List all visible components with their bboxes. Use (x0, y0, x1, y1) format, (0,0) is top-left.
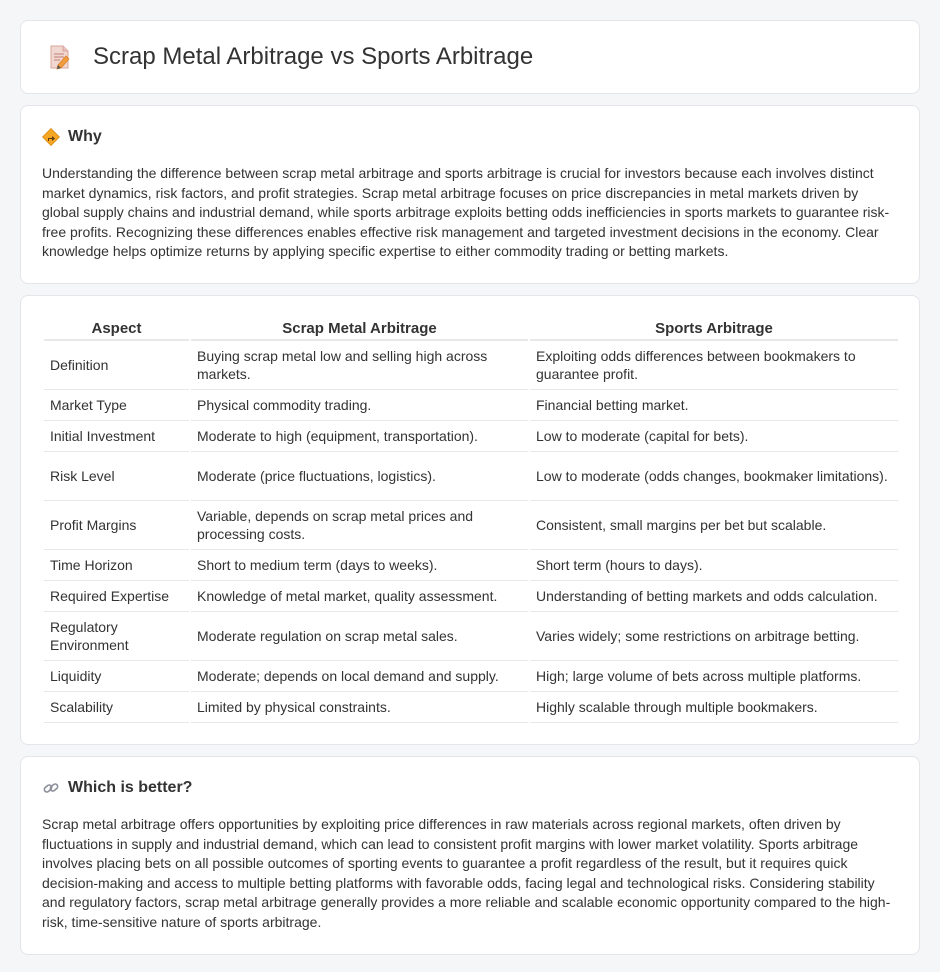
why-section (20, 105, 920, 284)
which-better-paragraph: Scrap metal arbitrage offers opportunities by exploiting price differences in raw materials across regional markets, often driven by fluctuations in supply and industrial demand, which can lead to consistent profit margins with lower market volatility. Sports arbitrage involves placing bets on all possible outcomes of sporting events to guarantee a profit regardless of the result, but it requires quick decision-making and access to multiple betting platforms with favorable odds, facing legal and technological risks. Considering stability and regulatory factors, scrap metal arbitrage generally provides a more reliable and scalable economic opportunity compared to the high-risk, time-sensitive nature of sports arbitrage. (42, 816, 891, 930)
row-sports-value: Low to moderate (capital for bets). (530, 421, 898, 452)
row-sports-value: Financial betting market. (530, 390, 898, 421)
row-scrap-value: Buying scrap metal low and selling high across markets. (191, 341, 528, 390)
table-row (44, 612, 898, 661)
row-sports-value: High; large volume of bets across multiple platforms. (530, 661, 898, 692)
row-scrap-value: Moderate; depends on local demand and supply. (191, 661, 528, 692)
page-title: Scrap Metal Arbitrage vs Sports Arbitrage (93, 43, 534, 70)
row-sports-value: Short term (hours to days). (530, 550, 898, 581)
row-aspect: Risk Level (44, 452, 189, 501)
table-row (44, 661, 898, 692)
table-row (44, 421, 898, 452)
table-row (44, 452, 898, 501)
header-sports: Sports Arbitrage (530, 316, 898, 341)
table-row (44, 341, 898, 390)
comparison-table (42, 316, 900, 723)
table-row (44, 390, 898, 421)
row-scrap-value: Physical commodity trading. (191, 390, 528, 421)
row-scrap-value: Moderate to high (equipment, transportation). (191, 421, 528, 452)
row-sports-value: Low to moderate (odds changes, bookmaker limitations). (530, 452, 898, 501)
row-sports-value: Understanding of betting markets and odds calculation. (530, 581, 898, 612)
which-better-header (42, 779, 898, 797)
row-scrap-value: Moderate (price fluctuations, logistics). (191, 452, 528, 501)
link-icon (42, 779, 60, 797)
row-aspect: Required Expertise (44, 581, 189, 612)
row-aspect: Definition (44, 341, 189, 390)
table-header-row (44, 316, 898, 341)
which-better-section (20, 756, 920, 955)
why-header (42, 128, 898, 146)
table-row (44, 692, 898, 723)
row-sports-value: Consistent, small margins per bet but scalable. (530, 501, 898, 550)
row-scrap-value: Knowledge of metal market, quality assessment. (191, 581, 528, 612)
why-paragraph: Understanding the difference between scrap metal arbitrage and sports arbitrage is crucial for investors because each involves distinct market dynamics, risk factors, and profit strategies. Scrap metal arbitrage focuses on price discrepancies in metal markets driven by global supply chains and industrial demand, while sports arbitrage exploits betting odds inefficiencies in sports markets to guarantee risk-free profits. Recognizing these differences enables effective risk management and targeted investment decisions in the economy. Clear knowledge helps optimize returns by applying specific expertise to either commodity trading or betting markets. (42, 165, 890, 259)
row-aspect: Scalability (44, 692, 189, 723)
which-better-title: Which is better? (68, 779, 193, 796)
row-aspect: Initial Investment (44, 421, 189, 452)
row-scrap-value: Variable, depends on scrap metal prices and processing costs. (191, 501, 528, 550)
row-aspect: Profit Margins (44, 501, 189, 550)
row-aspect: Regulatory Environment (44, 612, 189, 661)
row-scrap-value: Short to medium term (days to weeks). (191, 550, 528, 581)
row-aspect: Liquidity (44, 661, 189, 692)
row-aspect: Time Horizon (44, 550, 189, 581)
row-sports-value: Exploiting odds differences between bookmakers to guarantee profit. (530, 341, 898, 390)
document-pencil-icon (45, 43, 73, 71)
row-sports-value: Highly scalable through multiple bookmakers. (530, 692, 898, 723)
header-scrap-metal: Scrap Metal Arbitrage (191, 316, 528, 341)
title-card (20, 20, 920, 94)
table-row (44, 501, 898, 550)
diamond-direction-icon (42, 128, 60, 146)
why-title: Why (68, 128, 102, 145)
table-row (44, 550, 898, 581)
row-aspect: Market Type (44, 390, 189, 421)
row-scrap-value: Moderate regulation on scrap metal sales. (191, 612, 528, 661)
row-scrap-value: Limited by physical constraints. (191, 692, 528, 723)
table-row (44, 581, 898, 612)
row-sports-value: Varies widely; some restrictions on arbitrage betting. (530, 612, 898, 661)
comparison-card (20, 295, 920, 745)
header-aspect: Aspect (44, 316, 189, 341)
